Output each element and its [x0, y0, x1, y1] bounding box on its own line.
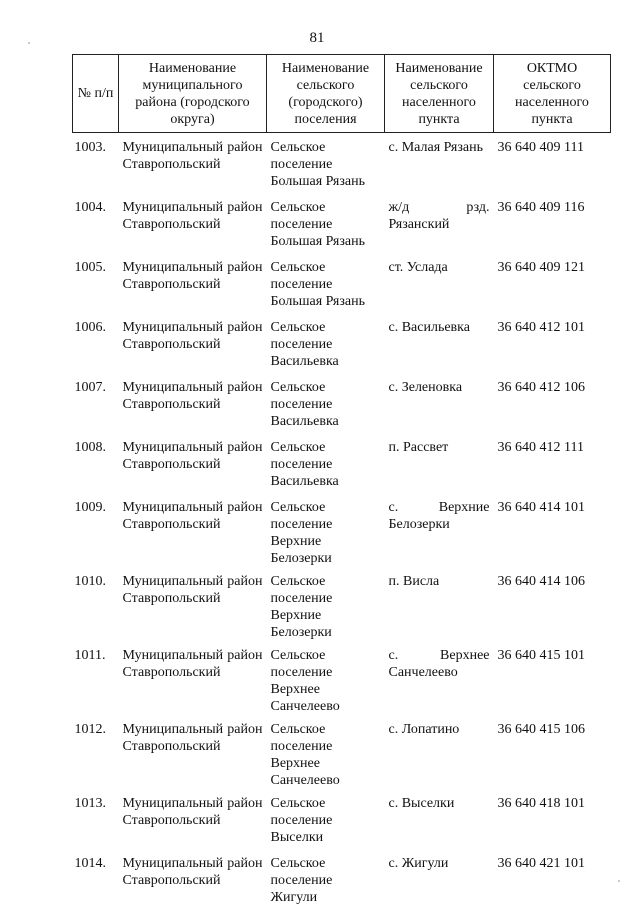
- cell-locality: с. Верхнее Санчелеево: [385, 641, 494, 715]
- header-locality: Наименование сельского населенного пункта: [385, 55, 494, 133]
- cell-oktmo: 36 640 418 101: [494, 789, 611, 849]
- page-number: 81: [0, 30, 634, 47]
- cell-oktmo: 36 640 421 101: [494, 849, 611, 909]
- cell-settlement: Сельское поселение Верхнее Санчелеево: [267, 641, 385, 715]
- cell-district: Муниципальный район Ставропольский: [119, 433, 267, 493]
- table-row: [73, 373, 611, 433]
- cell-district: Муниципальный район Ставропольский: [119, 715, 267, 789]
- cell-oktmo: 36 640 409 111: [494, 133, 611, 194]
- table-row: [73, 715, 611, 789]
- cell-district: Муниципальный район Ставропольский: [119, 849, 267, 909]
- cell-oktmo: 36 640 414 106: [494, 567, 611, 641]
- cell-oktmo: 36 640 412 101: [494, 313, 611, 373]
- cell-district: Муниципальный район Ставропольский: [119, 193, 267, 253]
- cell-oktmo: 36 640 415 101: [494, 641, 611, 715]
- cell-settlement: Сельское поселение Васильевка: [267, 373, 385, 433]
- header-district: Наименование муниципального района (городского округа): [119, 55, 267, 133]
- cell-locality: с. Верхние Белозерки: [385, 493, 494, 567]
- table-row: [73, 641, 611, 715]
- scan-speck: [618, 880, 620, 882]
- header-number: № п/п: [73, 55, 119, 133]
- table-row: [73, 849, 611, 909]
- table-row: [73, 493, 611, 567]
- table-body: [73, 133, 611, 909]
- cell-number: 1005.: [73, 253, 119, 313]
- cell-settlement: Сельское поселение Большая Рязань: [267, 193, 385, 253]
- cell-district: Муниципальный район Ставропольский: [119, 253, 267, 313]
- cell-locality: ж/д рзд. Рязанский: [385, 193, 494, 253]
- cell-settlement: Сельское поселение Большая Рязань: [267, 133, 385, 194]
- cell-district: Муниципальный район Ставропольский: [119, 789, 267, 849]
- cell-number: 1011.: [73, 641, 119, 715]
- scan-speck: [28, 42, 30, 44]
- cell-oktmo: 36 640 412 106: [494, 373, 611, 433]
- cell-locality: с. Зеленовка: [385, 373, 494, 433]
- cell-oktmo: 36 640 415 106: [494, 715, 611, 789]
- table-row: [73, 193, 611, 253]
- cell-locality: с. Жигули: [385, 849, 494, 909]
- header-settlement: Наименование сельского (городского) поселения: [267, 55, 385, 133]
- table-row: [73, 133, 611, 194]
- table-header-row: [73, 55, 611, 133]
- table-row: [73, 313, 611, 373]
- cell-settlement: Сельское поселение Выселки: [267, 789, 385, 849]
- cell-district: Муниципальный район Ставропольский: [119, 133, 267, 194]
- cell-number: 1013.: [73, 789, 119, 849]
- cell-number: 1008.: [73, 433, 119, 493]
- cell-number: 1003.: [73, 133, 119, 194]
- cell-locality: п. Висла: [385, 567, 494, 641]
- cell-number: 1007.: [73, 373, 119, 433]
- cell-locality: с. Малая Рязань: [385, 133, 494, 194]
- cell-oktmo: 36 640 412 111: [494, 433, 611, 493]
- table-row: [73, 433, 611, 493]
- cell-settlement: Сельское поселение Большая Рязань: [267, 253, 385, 313]
- cell-number: 1006.: [73, 313, 119, 373]
- cell-settlement: Сельское поселение Васильевка: [267, 313, 385, 373]
- cell-number: 1009.: [73, 493, 119, 567]
- cell-number: 1004.: [73, 193, 119, 253]
- cell-oktmo: 36 640 409 121: [494, 253, 611, 313]
- cell-district: Муниципальный район Ставропольский: [119, 493, 267, 567]
- cell-oktmo: 36 640 414 101: [494, 493, 611, 567]
- cell-district: Муниципальный район Ставропольский: [119, 313, 267, 373]
- cell-settlement: Сельское поселение Васильевка: [267, 433, 385, 493]
- cell-oktmo: 36 640 409 116: [494, 193, 611, 253]
- cell-district: Муниципальный район Ставропольский: [119, 373, 267, 433]
- cell-district: Муниципальный район Ставропольский: [119, 641, 267, 715]
- table-row: [73, 567, 611, 641]
- cell-locality: п. Рассвет: [385, 433, 494, 493]
- cell-settlement: Сельское поселение Верхние Белозерки: [267, 493, 385, 567]
- table-row: [73, 253, 611, 313]
- cell-settlement: Сельское поселение Верхнее Санчелеево: [267, 715, 385, 789]
- table-row: [73, 789, 611, 849]
- cell-settlement: Сельское поселение Жигули: [267, 849, 385, 909]
- cell-locality: с. Выселки: [385, 789, 494, 849]
- cell-district: Муниципальный район Ставропольский: [119, 567, 267, 641]
- cell-number: 1012.: [73, 715, 119, 789]
- cell-number: 1010.: [73, 567, 119, 641]
- cell-locality: ст. Услада: [385, 253, 494, 313]
- settlements-table: [72, 54, 611, 909]
- cell-locality: с. Лопатино: [385, 715, 494, 789]
- cell-settlement: Сельское поселение Верхние Белозерки: [267, 567, 385, 641]
- cell-number: 1014.: [73, 849, 119, 909]
- cell-locality: с. Васильевка: [385, 313, 494, 373]
- header-oktmo: ОКТМО сельского населенного пункта: [494, 55, 611, 133]
